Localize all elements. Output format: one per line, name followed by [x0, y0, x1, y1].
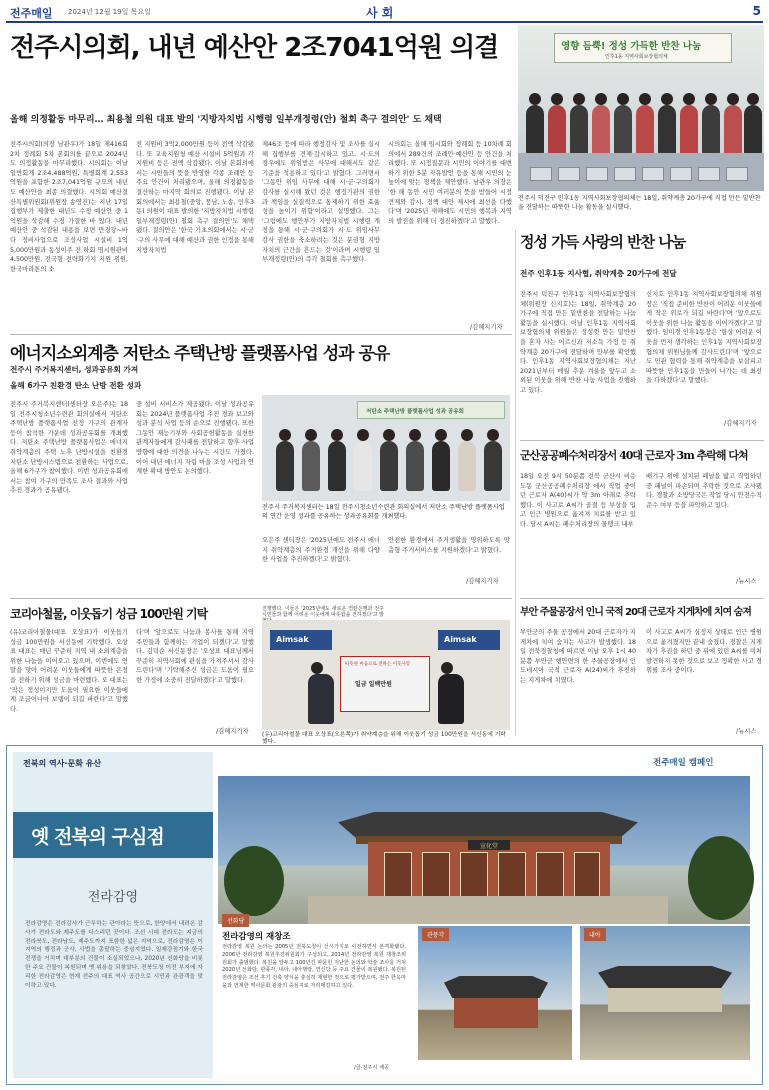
person-figure: [276, 441, 294, 491]
person-figure: [308, 674, 334, 724]
photo-label-main: 선화당: [222, 914, 249, 927]
section-name: 사 회: [366, 6, 394, 20]
person-figure: [658, 105, 676, 155]
tree: [688, 836, 754, 920]
food-container: [558, 167, 580, 181]
person-figure: [328, 441, 346, 491]
article5-col1: (유)코리아철물(대표 오상표)가 이웃돕기 성금 100만원을 서신동에 기탁했다. 오상표 대표는 매년 꾸준히 지역 내 소외계층을 위한 나눔을 이어오고 있으며, 이번에도 연말을 맞아 어려운 이웃들에게 따뜻한 온정을 전하기 위해 성금을 마련했다. 오 대표는 '작은 정성이지만 도움이 필요한 이웃들에게 조금이나마 보탬이 되길 바란다'고 말했다.: [10, 629, 128, 713]
hall-door: [422, 852, 450, 898]
residence-wall: [608, 988, 722, 1012]
person-figure: [438, 674, 464, 724]
feature-title-band: [13, 812, 213, 858]
article2-photo-caption: 전주시 덕진구 인후1동 지역사회보장협의체는 18일, 취약계층 20가구에 직접 만든 밑반찬을 전달하는 따뜻한 나눔 활동을 실시했다.: [518, 195, 761, 211]
tree: [224, 846, 284, 916]
article2-headline: 정성 가득 사랑의 반찬 나눔: [520, 233, 686, 251]
photo-banner-title: 영향 듬뿍! 정성 가득한 반찬 나눔: [561, 41, 702, 52]
cheque-title: 따뜻한 마음으로 전하는 이웃사랑: [345, 662, 411, 667]
food-container: [614, 167, 636, 181]
article6-col1: 부안군의 주물 공장에서 20대 근로자가 지게차에 치여 숨지는 사고가 발생했다. 18일 전북경찰청에 따르면 이날 오후 1시 40분쯤 부안군 행안면의 한 주물공장에서 인도네시아 국적 근로자 A(24)씨가 후진하는 지게차에 치였다.: [520, 629, 636, 684]
naea-photo: [580, 926, 750, 1060]
person-figure: [702, 105, 720, 155]
person-figure: [592, 105, 610, 155]
article5-photo-caption: (유)코리아철물 대표 오상표(오른쪽)가 취약계층을 위해 이웃돕기 성금 100만원을 서신동에 기탁했다.: [262, 732, 506, 745]
photo-banner: [554, 33, 732, 63]
article3-headline: 에너지소외계층 저탄소 주택난방 플랫폼사업 성과 공유: [10, 344, 390, 364]
article3-subhead2: 올해 6가구 친환경 탄소 난방 전환 성과: [10, 381, 142, 390]
article1-col4: 시의회는 올해 임시회와 정례회 등 10차례 회의에서 289건의 조례안·예산안 등 안건을 처리했다. 또 시정질문과 시민의 이야기를 대변하기 위한 5분 자유발언 등을 통해 시민의 눈높이에 맞는 정책을 제안했다. 남관우 의장은 '한 해 동안 시민 여러분의 뜻을 받들어 시정 견제와 감시, 정책 대안 제시에 최선을 다했다'며 '2025년 새해에도 시민의 행복과 지역의 발전을 위해 더 정진하겠다'고 말했다.: [388, 141, 512, 225]
article1-col1: 전주시의회(의장 남관우)가 18일 제416회 2차 정례회 5차 본회의를 끝으로 2024년도 의정활동을 마무리했다. 시의회는 이날 일반회계 2조4,488억원, 특별회계 2,553억원을 포함한 2조7,041억원 규모의 내년도 예산안을 최종 의결했다. 시의회 예산결산특별위원회(위원장 송영진)는 지난 17일 집행부가 제출한 내년도 수정 예산안 중 1억원을 삭감해 수정 가결한 바 있다. 내년 예산안 중 삭감된 내용을 보면 만경강~바다 정비사업으로 조성사업 시설비 1억5,000만원과 동성이주 전 하회 명시원관비 4,500만원, 전국형 전략화기지 지원 위원, 한국마라톤의 소: [10, 141, 128, 273]
article3-photo-caption: 전주시 주거복지센터는 18일 전주시청소년수련관 회의실에서 저탄소 주택난방 플랫폼사업의 연간 운영 성과를 공유하는 성과공유회를 개최했다.: [262, 504, 505, 520]
photo-label-e: 관풍각: [422, 928, 449, 941]
food-container: [586, 167, 608, 181]
hall-door: [498, 852, 526, 898]
article6-col2: 이 사고로 A씨가 심정지 상태로 인근 병원으로 옮겨졌지만 끝내 숨졌다. 경찰은 지게차가 후진을 하던 중 뒤에 있던 A씨를 미처 발견하지 못한 것으로 보고 정확한 사고 경위를 조사 중이다.: [646, 629, 762, 675]
hall-door: [460, 852, 488, 898]
food-container: [670, 167, 692, 181]
column-divider: [515, 230, 516, 735]
pavilion-roof: [444, 976, 548, 998]
store-sign: Aimsak: [270, 630, 332, 650]
article4-col2: 배기구 위에 설치된 패널을 밟고 작업하던 중 패널이 파손되며 추락한 것으로 조사됐다. 경찰과 소방당국은 작업 당시 안전수칙 준수 여부 등을 파악하고 있다.: [646, 473, 762, 509]
article5-headline: 코리아철물, 이웃돕기 성금 100만원 기탁: [10, 607, 208, 621]
article4-byline: /뉴시스: [736, 578, 757, 585]
newspaper-brand: 전주매일: [10, 7, 53, 20]
article1-col2: 전 지원비 3억2,000만원 등이 전액 삭감됐다. 또 교육지원청 예산 시설비 5억원과 각 지원비 등은 전액 삭감됐다. 이날 본회의에서는 시민들의 뜻을 반영한 각종 조례안 등 주요 안건이 처리됐으며, 올해 의정활동을 결산하는 마지막 회의로 진행됐다. 이날 본회의에서는 최용철(중앙, 풍남, 노송, 인후3동) 의원이 대표 발의한 '지방자치법 시행령 일부개정령(안) 철회 촉구 결의안'도 채택됐다. 결의안은 '한국 기초의회에서는 시·군·구의 사무에 대해 예산과 권한 인정을 통해 지방자치법: [136, 141, 254, 254]
article5-byline: /김혜지기자: [216, 728, 249, 735]
residence-roof: [598, 966, 732, 988]
article2-col2: 신지호 인후1동 지역사회보장협의체 위원장은 '직접 준비한 반찬이 어려운 이웃들에게 작은 위로가 되길 바란다'며 '앞으로도 이웃을 위한 나눔 활동을 이어가겠다'고 말했다. 임미경 인후1동장은 '항상 어려운 이웃을 먼저 생각하는 인후1동 지역사회보장협의체 위원님들께 감사드린다'며 '앞으로도 민관 협력을 통해 취약계층을 보살피고 따뜻한 인후1동을 만들어 나가는 데 최선을 다하겠다'고 말했다.: [646, 291, 762, 385]
article3-subhead1: 전주시 주거복지센터, 성과공유회 가져: [10, 365, 139, 374]
feature-description: 전라감영 복원 논의는 2005년 전북도청이 신시가지로 이전하면서 본격화됐다. 2006년 전라감영 복원추진위원회가 구성되고, 2014년 전라감영 복원 재창조위원회가 출범했다. 복원을 앞두고 100년간 파묻힌 지난한 논의와 학술 조사를 거쳐 2020년 선화당, 관풍각, 내아, 내아행랑, 연신당 등 주요 건물이 복원됐다. 복원된 전라감영은 조선 후기 건축 양식을 충실히 재현한 것으로 평가받으며, 전주 한옥마을과 연계한 역사문화 관광의 중심지로 자리매김하고 있다.: [222, 944, 406, 989]
side-dish-sharing-photo: [518, 25, 764, 191]
feature-title: 옛 전북의 구심점: [31, 826, 164, 848]
article1-byline: /김혜지기자: [470, 324, 503, 331]
feature-series: 전북의 역사·문화 유산: [23, 759, 102, 768]
feature-subheading: 전라감영의 재창조: [222, 932, 291, 942]
feature-heritage-name: 전라감영: [87, 890, 139, 905]
person-figure: [724, 105, 742, 155]
article3-byline: /김혜지기자: [466, 578, 499, 585]
article3-col3: 오은주 센터장은 '2025년에도 전주시 에너지 취약계층의 주거환경 개선을 위해 다양한 사업을 추진하겠다'고 밝혔다.: [262, 537, 380, 564]
food-container: [642, 167, 664, 181]
housing-heating-meeting-photo: [262, 395, 510, 501]
food-container: [530, 167, 552, 181]
article2-subhead: 전주 인후1동 지사협, 취약계층 20가구에 전달: [520, 269, 677, 278]
article2-col1: 전주시 덕진구 인후1동 지역사회보장협의체(위원장 신지호)는 18일, 취약계층 20가구에 직접 만든 밑반찬을 전달하는 나눔 활동을 실시했다. 이날 인후1동 지역사회보장협의체 위원들은 정성껏 만든 밑반찬을 혼자 사는 어르신과 저소득 가정 등 취약계층 20가구에 전달하며 안부를 확인했다. 인후1동 지역사회보장협의체는 지난 2021년부터 매월 추운 겨울을 앞두고 소외된 이웃을 위해 반찬 나눔 사업을 진행하고 있다.: [520, 291, 636, 394]
cheque-amount: 일금 일백만원: [355, 681, 392, 688]
person-figure: [380, 441, 398, 491]
article6-headline: 부안 주물공장서 인니 국적 20대 근로자 지게차에 치여 숨져: [520, 607, 751, 618]
masthead: [6, 4, 763, 20]
article4-col1: 18일 오전 9시 50분쯤 전북 군산시 비응도동 군산공공폐수처리장 에서 작업 중이던 근로자 A(40)씨가 약 3m 아래로 추락했다. 이 사고로 A씨가 골절 등 부상을 입고 인근 병원으로 옮겨져 치료를 받고 있다. 당시 A씨는 폐수처리장의 물탱크 내부: [520, 473, 636, 528]
hall-door: [574, 852, 600, 898]
issue-date: 2024년 12월 19일 목요일: [68, 8, 151, 16]
divider: [520, 440, 764, 441]
feature-desc-byline: /글·전주시 제공: [354, 1065, 390, 1071]
article5-col3: 진행했다. 이들은 '2025년에도 새로운 연탄은행과 전주시민들과 함께 어려운 이웃에게 따뜻함을 전하겠다'고 밝: [262, 606, 385, 618]
page-number: 5: [752, 4, 761, 18]
person-figure: [744, 105, 762, 155]
article4-headline: 군산공공폐수처리장서 40대 근로자 3m 추락해 다쳐: [520, 449, 748, 462]
article2-byline: /김혜지기자: [724, 420, 757, 427]
hall-door: [384, 852, 412, 898]
divider: [10, 598, 512, 599]
masthead-rule: [6, 21, 763, 23]
hall-door: [536, 852, 564, 898]
meeting-banner-text: 저탄소 주택난방 플랫폼사업 성과 공유회: [366, 409, 464, 415]
food-container: [698, 167, 720, 181]
person-figure: [406, 441, 424, 491]
person-figure: [548, 105, 566, 155]
divider: [520, 598, 764, 599]
donation-cheque: [340, 656, 430, 712]
article5-col2: 다'며 '앞으로도 나눔과 봉사를 통해 지역 주민들과 함께하는 기업이 되겠다'고 말했다. 김덕순 서신동장은 '오상표 대표님께서 꾸준히 지역사회에 관심을 가져주셔서 감사드린다'며 '기탁해주신 성금은 도움이 필요한 가정에 소중히 전달하겠다'고 말했다.: [136, 629, 254, 684]
article1-col3: 제46조 등에 따라 행정감사 및 조사를 실시해 집행부를 견제·감시하고 있고, 시·도의 경우에도 위임받은 사무에 대해서도 같은 기준을 적용하고 있다'고 밝혔다. 그러면서 '그동안 위임 사무에 대해 시·군·구의회가 감사를 실시해 왔던 것은 행정기관의 권한과 책임을 실질적으로 통제하기 위한 효율성을 높이기 위함'이라고 설명했다. 그는 '그럼에도 행안부가 지방자치법 시행령 개정을 통해 시·군·구의회가 시·도 위임사무 감사 권한을 축소하려는 것은 분권형 지방자치의 근간을 흔드는 것'이라며 시행령 일부개정령(안)의 즉각 철회를 촉구했다.: [262, 141, 380, 264]
person-figure: [354, 441, 372, 491]
article1-headline: 전주시의회, 내년 예산안 2조7041억원 의결: [10, 33, 499, 63]
person-figure: [526, 105, 544, 155]
hall-roof: [338, 812, 638, 838]
store-sign: Aimsak: [438, 630, 500, 650]
article1-subhead: 올해 의정활동 마무리… 최용철 의원 대표 발의 '지방자치법 시행령 일부개정령(안) 철회 촉구 결의안' 도 채택: [10, 115, 442, 125]
person-figure: [484, 441, 502, 491]
article3-col1: 전주시 주거복지센터(센터장 오은주)는 18일 전주시청소년수련관 회의실에서 저탄소 주택난방 플랫폼사업 선정 가구의 관계자 등이 참석한 가운데 성과공유회를 개최했다. 저탄소 주택난방 플랫폼사업은 에너지 취약계층의 주택 노후 난방시설을 친환경 저탄소 난방시스템으로 전환하는 사업으로, 올해 6가구가 참여했다. 이번 성과공유회에서는 참여 가구의 만족도 조사 결과와 사업 추진 경과가 공유됐다.: [10, 401, 128, 495]
campaign-label: 전주매일 캠페인: [653, 758, 714, 768]
feature-body: 전라감영은 전라감사가 근무하는 관아라는 뜻으로, 한양에서 내려온 감사가 전라도와 제주도를 다스리던 곳이다. 조선 시대 전라도는 지금의 전라북도, 전라남도, 제주도까지 포함한 넓은 지역으로, 전라감영은 이 지역의 행정과 군사, 사법을 총괄하는 중심지였다. 일제강점기와 한국전쟁을 거치며 대부분의 건물이 소실되었으나, 2020년 선화당을 비롯한 주요 건물이 복원되며 옛 위용을 되찾았다. 전북도청 이전 부지에 자리한 전라감영은 현재 전주의 대표 역사 공간으로 시민과 관광객을 맞이하고 있다.: [25, 921, 203, 989]
food-container: [726, 167, 748, 181]
article3-col2: 중 설비 서비스가 제공됐다. 이날 성과공유회는 2024년 플랫폼사업 추진 경과 보고와 성과 분석 사업 등의 순으로 진행됐다. 또한 그동안 재능기부와 사회공헌활동을 실천한 관계자들에게 감사패를 전달하고 향후 사업 방향에 대한 의견을 나누는 시간도 가졌다. 이어 내년 에너지 자립 마을 조성 사업과 연계한 확대 방안도 논의했다.: [136, 401, 254, 476]
photo-label-f: 내아: [584, 928, 606, 941]
person-figure: [636, 105, 654, 155]
person-figure: [680, 105, 698, 155]
divider: [10, 334, 512, 335]
person-figure: [570, 105, 588, 155]
photo-banner-subtitle: 인후1동 지역사회보장협의체: [605, 54, 668, 60]
feature-left-panel: [13, 752, 213, 1078]
article3-col4: 안전한 환경에서 주거생활을 영위하도록 맞춤형 주거서비스를 지원하겠다'고 밝혔다.: [388, 537, 510, 554]
article6-byline: /뉴시스: [736, 728, 757, 735]
table-with-containers: [518, 153, 764, 191]
donation-photo: [262, 620, 510, 730]
person-figure: [458, 441, 476, 491]
gwanpunggak-photo: [418, 926, 572, 1060]
hall-plaque: 宣化堂: [468, 840, 510, 850]
person-figure: [302, 441, 320, 491]
seonhwadang-photo: [218, 776, 750, 924]
person-figure: [614, 105, 632, 155]
pavilion-wall: [454, 998, 538, 1028]
meeting-banner: [357, 401, 505, 419]
stone-platform: [308, 896, 668, 924]
person-figure: [432, 441, 450, 491]
